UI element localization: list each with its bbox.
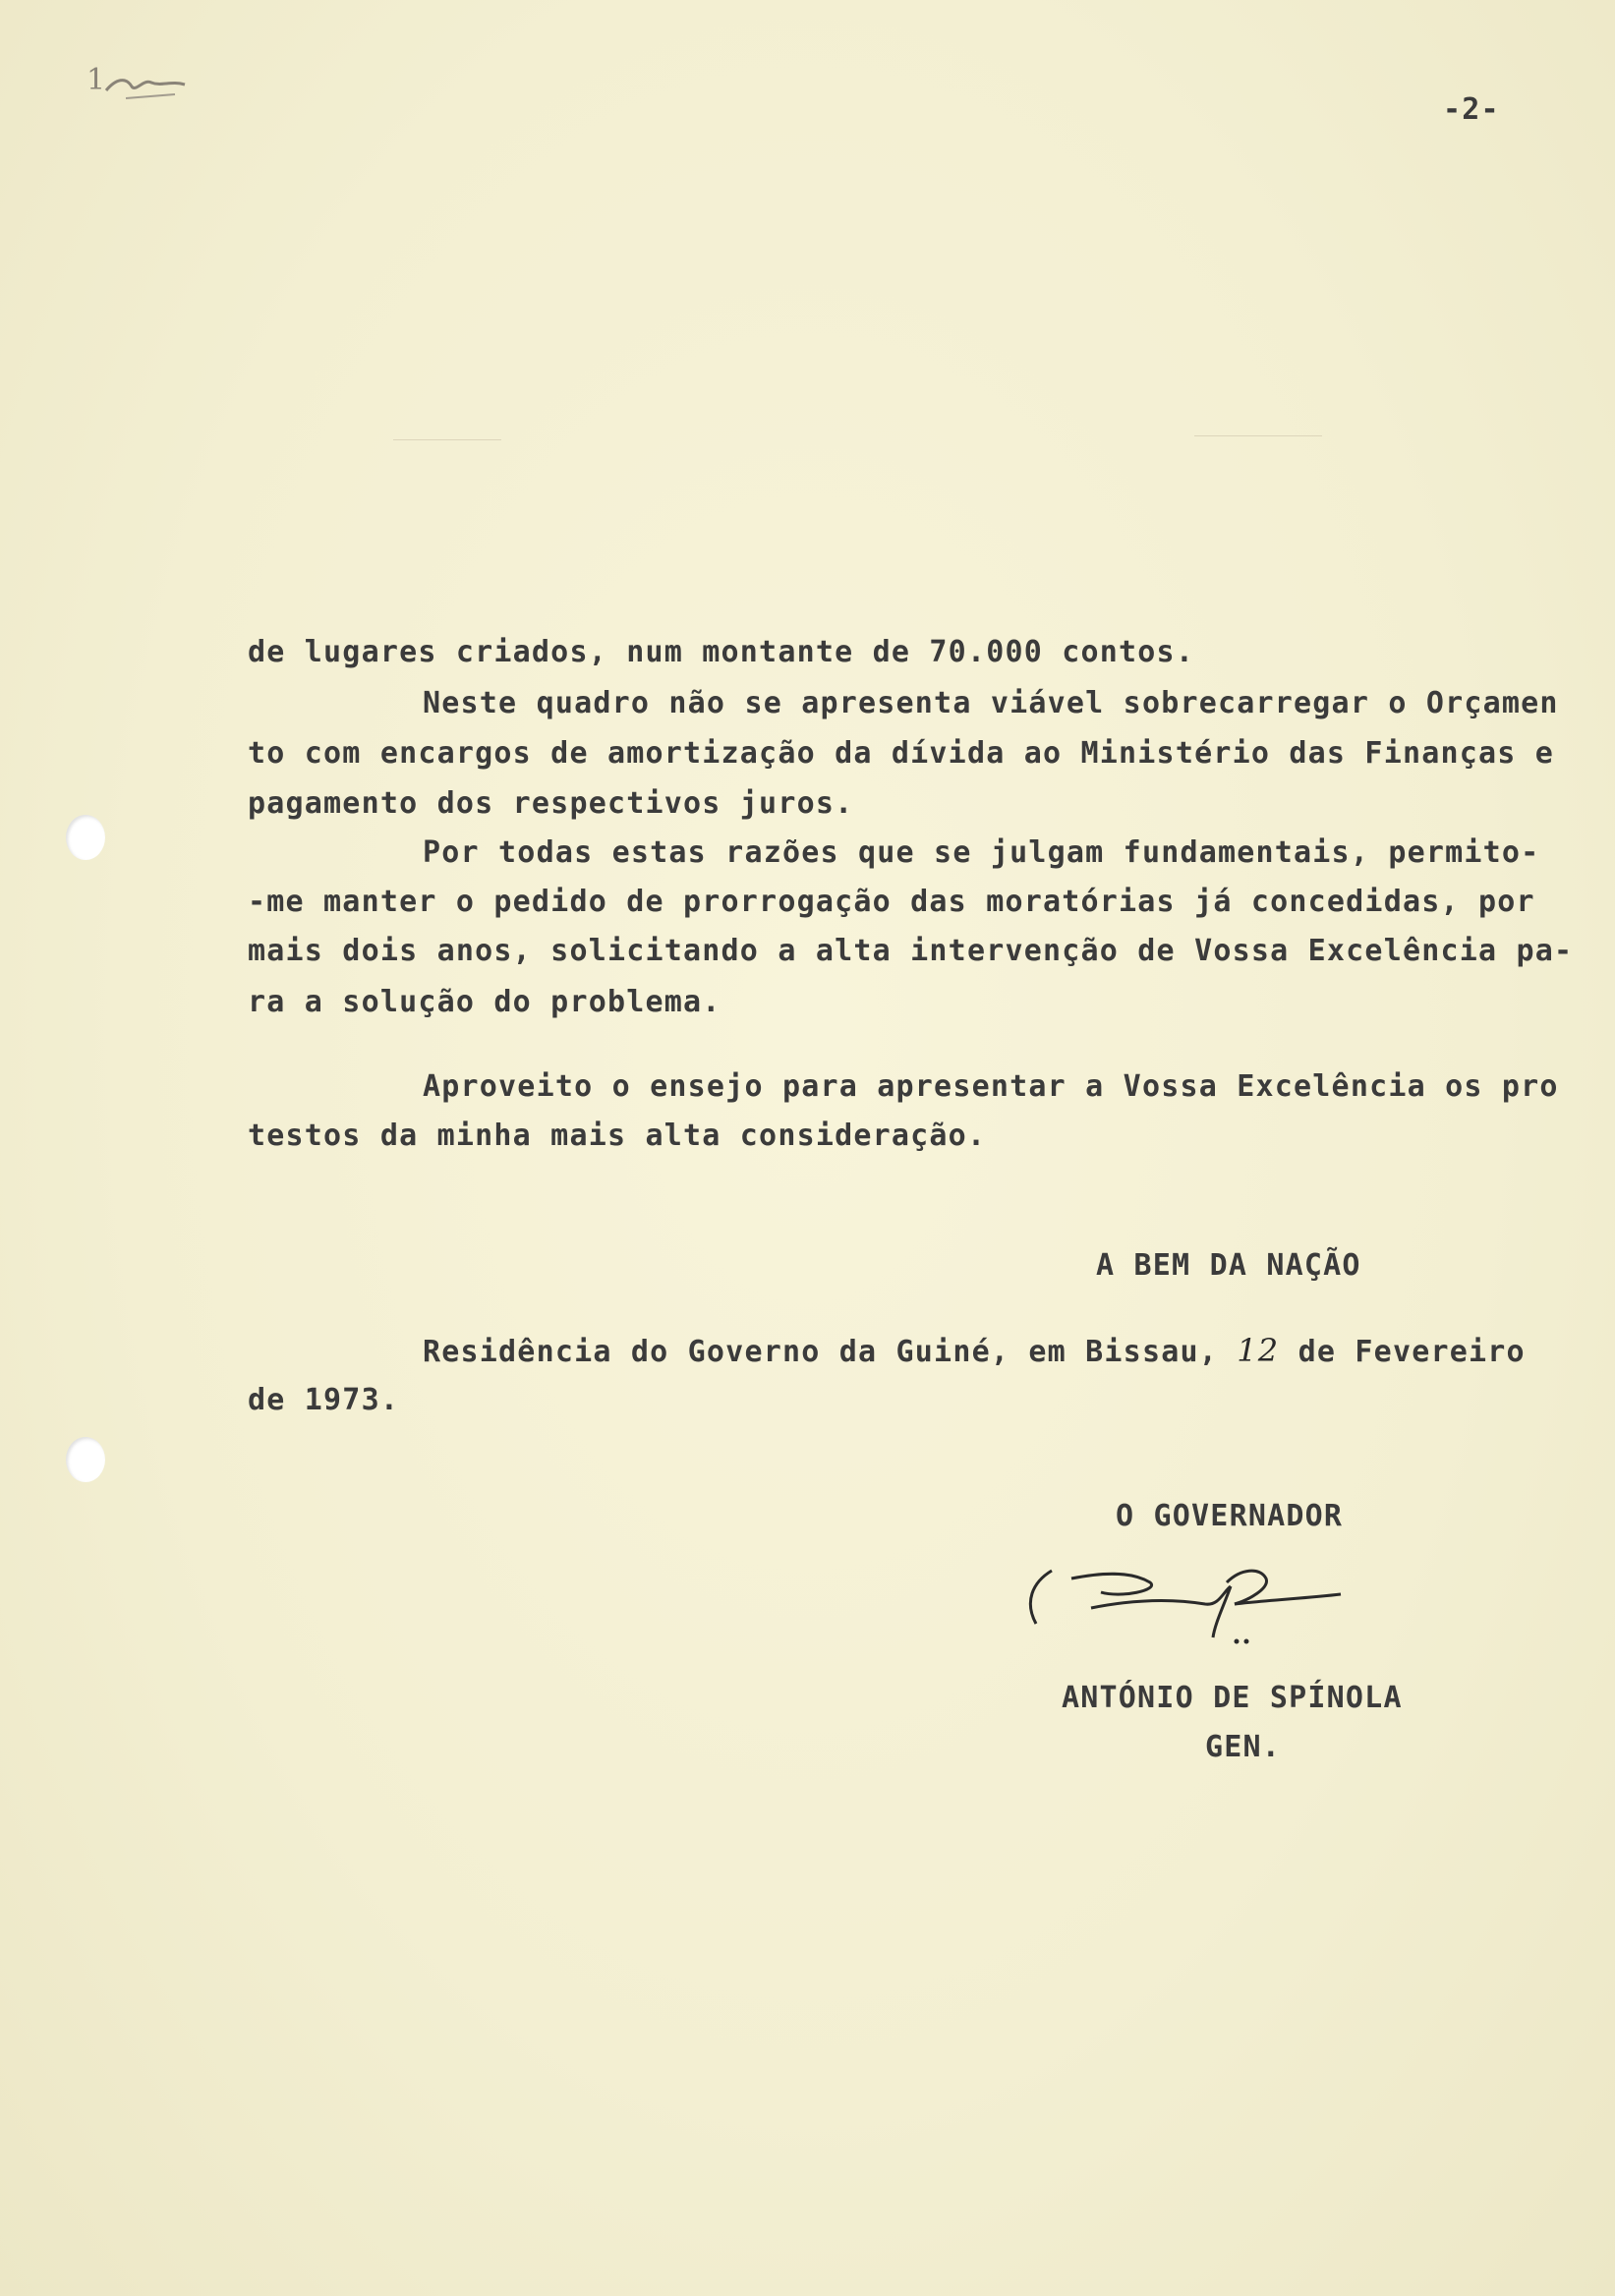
- faint-mark-left: [393, 439, 501, 440]
- date-year-line: de 1973.: [248, 1383, 400, 1417]
- signatory-name: ANTÓNIO DE SPÍNOLA: [1062, 1681, 1403, 1715]
- body-line: testos da minha mais alta consideração.: [248, 1119, 987, 1153]
- place-date-prefix: Residência do Governo da Guiné, em Bissau,: [423, 1335, 1238, 1369]
- handwritten-signature: [1012, 1543, 1366, 1651]
- corner-mark-text: 1: [87, 63, 106, 97]
- body-line: mais dois anos, solicitando a alta intervenção de Vossa Excelência pa-: [248, 934, 1574, 968]
- punch-hole-top: [66, 815, 105, 860]
- body-line: -me manter o pedido de prorrogação das moratórias já concedidas, por: [248, 885, 1535, 919]
- body-line: to com encargos de amortização da dívida ao Ministério das Finanças e: [248, 736, 1555, 771]
- corner-handwritten-mark: [87, 57, 195, 106]
- body-line: de lugares criados, num montante de 70.000 contos.: [248, 635, 1195, 669]
- body-line: pagamento dos respectivos juros.: [248, 786, 854, 821]
- faint-mark-right: [1194, 435, 1322, 436]
- place-date-suffix: de Fevereiro: [1279, 1335, 1526, 1369]
- body-line: Aproveito o ensejo para apresentar a Vossa Excelência os pro: [423, 1069, 1559, 1104]
- signatory-rank: GEN.: [1205, 1730, 1282, 1764]
- salutation: A BEM DA NAÇÃO: [1096, 1248, 1361, 1283]
- body-line: Por todas estas razões que se julgam fundamentais, permito-: [423, 835, 1540, 870]
- punch-hole-bottom: [66, 1437, 105, 1482]
- body-line: Neste quadro não se apresenta viável sobrecarregar o Orçamen: [423, 686, 1559, 720]
- signatory-title: O GOVERNADOR: [1116, 1499, 1344, 1533]
- page-number: -2-: [1443, 92, 1500, 127]
- handwritten-day: 12: [1237, 1332, 1280, 1369]
- body-line: ra a solução do problema.: [248, 985, 721, 1019]
- place-date-line: [423, 1332, 1526, 1369]
